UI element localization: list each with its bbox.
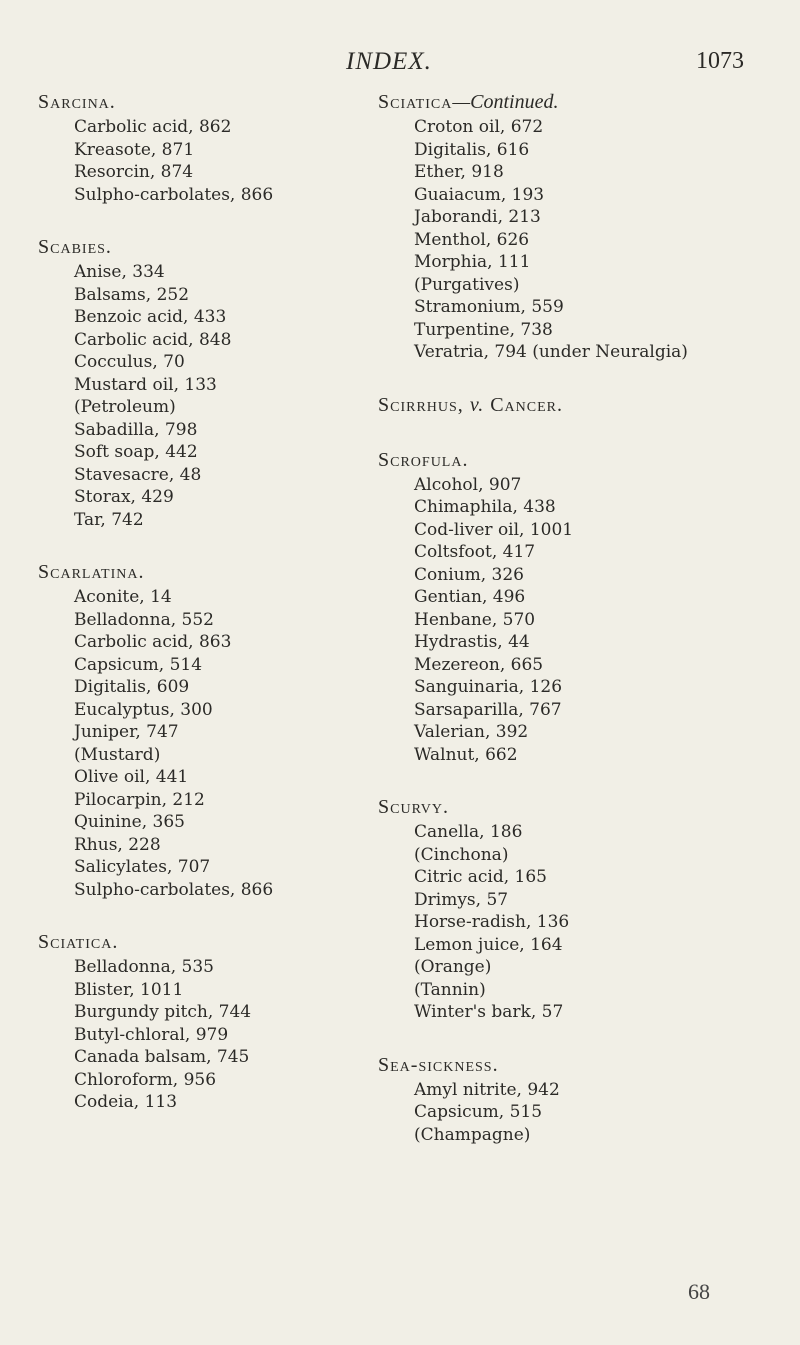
list-item: (Orange) bbox=[414, 957, 492, 977]
list-item: Morphia, 111 bbox=[414, 252, 531, 272]
list-item: Digitalis, 609 bbox=[74, 677, 190, 697]
list-item: Olive oil, 441 bbox=[74, 767, 189, 787]
heading-text: Sciatica bbox=[378, 91, 453, 113]
list-item: Lemon juice, 164 bbox=[414, 934, 563, 955]
continued-marker: —Continued. bbox=[452, 91, 559, 113]
list-item: Guaiacum, 193 bbox=[414, 184, 545, 205]
entry-list-scarlatina bbox=[38, 586, 368, 901]
list-item: Jaborandi, 213 bbox=[414, 207, 541, 227]
list-item: Quinine, 365 bbox=[74, 812, 185, 832]
list-item: Valerian, 392 bbox=[414, 722, 529, 742]
list-item: Turpentine, 738 bbox=[414, 319, 553, 340]
entry-list-sciatica bbox=[38, 956, 368, 1114]
list-item: (Purgatives) bbox=[414, 274, 520, 295]
section-heading-sarcina: Sarcina. bbox=[38, 91, 116, 113]
list-item: Citric acid, 165 bbox=[414, 867, 547, 887]
left-column bbox=[38, 88, 368, 1114]
list-item: Kreasote, 871 bbox=[74, 139, 195, 160]
entry-list-sea-sickness bbox=[378, 1079, 778, 1147]
list-item: Storax, 429 bbox=[74, 487, 174, 507]
list-item: Belladonna, 552 bbox=[74, 609, 214, 630]
list-item: Drimys, 57 bbox=[414, 889, 509, 910]
list-item: Ether, 918 bbox=[414, 162, 504, 182]
list-item: Conium, 326 bbox=[414, 564, 524, 585]
entry-list-sarcina bbox=[38, 116, 368, 206]
section-heading-scurvy: Scurvy. bbox=[378, 796, 450, 818]
page-number: 1073 bbox=[696, 48, 744, 74]
cross-ref-target: Cancer. bbox=[490, 393, 564, 416]
list-item: Resorcin, 874 bbox=[74, 162, 194, 182]
list-item: (Petroleum) bbox=[74, 397, 176, 417]
list-item: (Cinchona) bbox=[414, 844, 509, 865]
signature-mark: 68 bbox=[688, 1279, 710, 1304]
list-item: Alcohol, 907 bbox=[414, 474, 522, 495]
list-item: Amyl nitrite, 942 bbox=[414, 1079, 560, 1100]
entry-list-scrofula bbox=[378, 474, 778, 767]
list-item: Pilocarpin, 212 bbox=[74, 789, 205, 810]
list-item: Canella, 186 bbox=[414, 822, 523, 842]
list-item: Soft soap, 442 bbox=[74, 442, 198, 462]
list-item: (Champagne) bbox=[414, 1124, 531, 1145]
list-item: Horse-radish, 136 bbox=[414, 912, 570, 932]
list-item: Capsicum, 514 bbox=[74, 654, 203, 675]
list-item: Cod-liver oil, 1001 bbox=[414, 519, 574, 540]
list-item: Benzoic acid, 433 bbox=[74, 307, 227, 327]
list-item: Capsicum, 515 bbox=[414, 1102, 543, 1122]
list-item: Croton oil, 672 bbox=[414, 117, 544, 137]
section-heading-scrofula: Scrofula. bbox=[378, 448, 469, 471]
list-item: Belladonna, 535 bbox=[74, 957, 214, 977]
list-item: Hydrastis, 44 bbox=[414, 632, 530, 652]
list-item: Carbolic acid, 863 bbox=[74, 632, 232, 652]
list-item: Gentian, 496 bbox=[414, 587, 526, 607]
list-item: Mezereon, 665 bbox=[414, 654, 544, 675]
list-item: Menthol, 626 bbox=[414, 229, 530, 250]
heading-text: Scirrhus, bbox=[378, 393, 464, 416]
list-item: Sarsaparilla, 767 bbox=[414, 699, 562, 720]
list-item: Carbolic acid, 862 bbox=[74, 117, 232, 137]
section-heading-scabies: Scabies. bbox=[38, 236, 112, 258]
section-heading-sciatica-continued bbox=[378, 88, 778, 116]
list-item: Henbane, 570 bbox=[414, 609, 536, 630]
list-item: (Tannin) bbox=[414, 979, 486, 1000]
section-heading-sea-sickness: Sea-sickness. bbox=[378, 1053, 499, 1076]
entry-list-scabies bbox=[38, 261, 368, 531]
list-item: Codeia, 113 bbox=[74, 1092, 178, 1112]
right-column bbox=[378, 88, 778, 1146]
list-item: Anise, 334 bbox=[74, 262, 165, 282]
list-item: Chimaphila, 438 bbox=[414, 497, 556, 517]
list-item: Butyl-chloral, 979 bbox=[74, 1024, 229, 1045]
list-item: Sulpho-carbolates, 866 bbox=[74, 184, 274, 205]
list-item: Coltsfoot, 417 bbox=[414, 542, 536, 562]
list-item: Sabadilla, 798 bbox=[74, 419, 198, 440]
section-heading-scirrhus bbox=[378, 391, 778, 419]
list-item: Mustard oil, 133 bbox=[74, 374, 217, 395]
list-item: Balsams, 252 bbox=[74, 284, 190, 305]
list-item: Stramonium, 559 bbox=[414, 297, 564, 317]
list-item: Canada balsam, 745 bbox=[74, 1047, 250, 1067]
list-item: Juniper, 747 bbox=[74, 722, 179, 742]
list-item: Cocculus, 70 bbox=[74, 352, 185, 372]
list-item: Sanguinaria, 126 bbox=[414, 677, 563, 697]
list-item: Burgundy pitch, 744 bbox=[74, 1002, 252, 1022]
list-item: Eucalyptus, 300 bbox=[74, 699, 213, 720]
page-header bbox=[0, 48, 800, 88]
page-title: INDEX. bbox=[346, 48, 432, 75]
list-item: Veratria, 794 (under Neuralgia) bbox=[414, 342, 688, 362]
list-item: Blister, 1011 bbox=[74, 979, 184, 1000]
list-item: Aconite, 14 bbox=[74, 587, 172, 607]
list-item: Rhus, 228 bbox=[74, 834, 161, 855]
list-item: Stavesacre, 48 bbox=[74, 464, 202, 485]
list-item: Chloroform, 956 bbox=[74, 1069, 217, 1090]
list-item: Winter's bark, 57 bbox=[414, 1002, 564, 1022]
list-item: Sulpho-carbolates, 866 bbox=[74, 879, 274, 900]
cross-ref-prefix: v. bbox=[469, 393, 485, 416]
section-heading-sciatica: Sciatica. bbox=[38, 931, 119, 953]
list-item: Salicylates, 707 bbox=[74, 857, 211, 877]
entry-list-scurvy bbox=[378, 821, 778, 1024]
list-item: Carbolic acid, 848 bbox=[74, 329, 232, 350]
list-item: Tar, 742 bbox=[74, 509, 144, 530]
list-item: Walnut, 662 bbox=[414, 744, 518, 765]
section-heading-scarlatina: Scarlatina. bbox=[38, 561, 145, 583]
list-item: (Mustard) bbox=[74, 744, 161, 765]
list-item: Digitalis, 616 bbox=[414, 139, 530, 160]
entry-list-sciatica-continued bbox=[378, 116, 778, 364]
